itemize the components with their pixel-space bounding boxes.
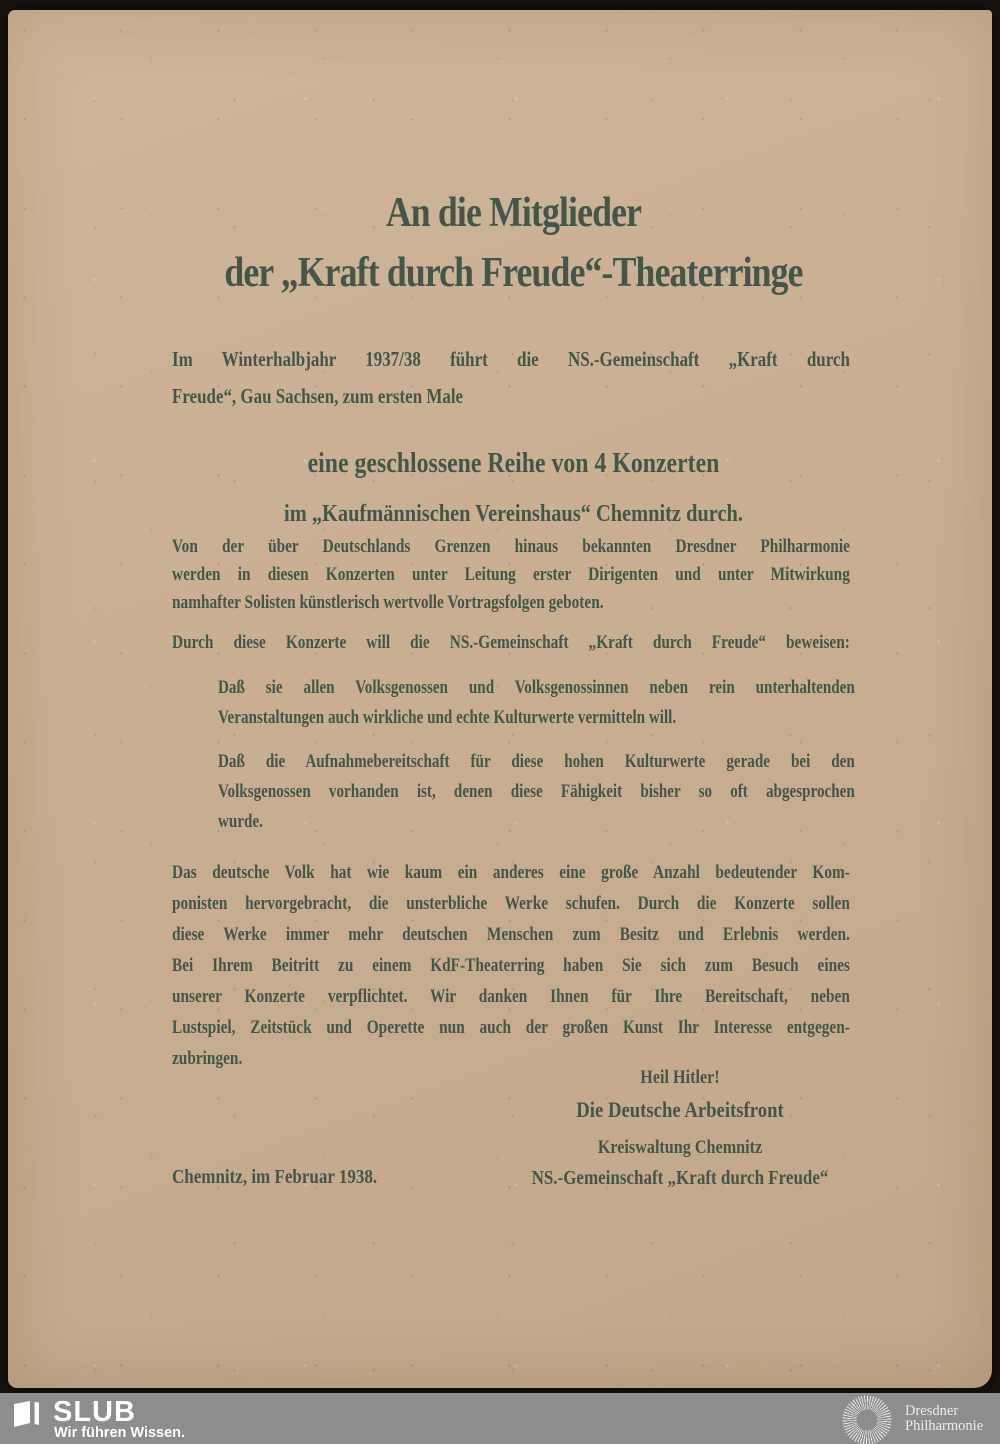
philharmonie-starburst-icon <box>841 1394 893 1444</box>
signature-organization: Die Deutsche Arbeitsfront <box>576 1097 784 1122</box>
text-line: Das deutsche Volk hat wie kaum ein anderes eine große Anzahl bedeutender Kom- <box>172 862 850 883</box>
text-line: Durch diese Konzerte will die NS.-Gemeinschaft „Kraft durch Freude“ beweisen: <box>172 632 850 653</box>
text-line: Chemnitz, im Februar 1938. <box>172 1166 378 1188</box>
text-line: An die Mitglieder <box>385 190 642 236</box>
slub-tagline: Wir führen Wissen. <box>54 1425 186 1441</box>
leaflet-title-line-1 <box>223 190 804 236</box>
text-line: Lustspiel, Zeitstück und Operette nun auch der großen Kunst Ihr Interesse entgegen- <box>172 1017 850 1038</box>
dateline <box>172 1165 478 1190</box>
text-line: im „Kaufmännischen Vereinshaus“ Chemnitz durch. <box>284 501 743 527</box>
text-line: Von der über Deutschlands Grenzen hinaus bekannten Dresdner Philharmonie <box>172 536 850 557</box>
text-line: zubringen. <box>172 1048 243 1069</box>
signature-block <box>510 1066 850 1191</box>
text-line: Dresdner <box>905 1403 959 1419</box>
paragraph-volksgenossen <box>218 673 855 733</box>
intro-paragraph <box>172 341 850 415</box>
leaflet-title-line-2 <box>223 248 804 298</box>
slub-wordmark: SLUB <box>53 1396 136 1428</box>
text-line: Veranstaltungen auch wirkliche und echte Kulturwerte vermitteln will. <box>218 707 677 728</box>
text-line: Daß sie allen Volksgenossen und Volksgenossinnen neben rein unterhaltenden <box>218 677 855 698</box>
salute-line: Heil Hitler! <box>640 1067 720 1088</box>
signature-community: NS.-Gemeinschaft „Kraft durch Freude“ <box>531 1167 829 1189</box>
signature-division: Kreiswaltung Chemnitz <box>597 1137 763 1158</box>
text-line: ponisten hervorgebracht, die unsterbliche Werke schufen. Durch die Konzerte sollen <box>172 893 850 914</box>
text-line: unserer Konzerte verpflichtet. Wir danken Ihnen für Ihre Bereitschaft, neben <box>172 986 850 1007</box>
text-line: wurde. <box>218 811 263 832</box>
venue-subheading <box>223 500 804 528</box>
text-line: eine geschlossene Reihe von 4 Konzerten <box>307 448 720 479</box>
philharmonie-wordmark <box>905 1404 983 1434</box>
paragraph-deutsches-volk <box>172 857 850 1074</box>
text-line: diese Werke immer mehr deutschen Menschen zum Besitz und Erlebnis werden. <box>172 924 850 945</box>
text-line: Im Winterhalbjahr 1937/38 führt die NS.-Gemeinschaft „Kraft durch <box>172 347 850 371</box>
text-line: namhafter Solisten künstlerisch wertvolle Vortragsfolgen geboten. <box>172 592 604 613</box>
text-line: Daß die Aufnahmebereitschaft für diese hohen Kulturwerte gerade bei den <box>218 751 855 772</box>
text-line: werden in diesen Konzerten unter Leitung erster Dirigenten und unter Mitwirkung <box>172 564 850 585</box>
slub-book-icon <box>12 1399 43 1434</box>
paragraph-philharmonie <box>172 533 850 617</box>
series-subheading <box>223 448 804 480</box>
text-line: Volksgenossen vorhanden ist, denen diese Fähigkeit bisher so oft abgesprochen <box>218 781 855 802</box>
paragraph-aufnahmebereitschaft <box>218 747 855 837</box>
text-line: Philharmonie <box>905 1418 984 1434</box>
paragraph-beweisen <box>172 629 850 657</box>
text-line: Freude“, Gau Sachsen, zum ersten Male <box>172 384 464 408</box>
text-line: der „Kraft durch Freude“-Theaterringe <box>224 250 803 296</box>
text-line: Bei Ihrem Beitritt zu einem KdF-Theaterring haben Sie sich zum Besuch eines <box>172 955 850 976</box>
